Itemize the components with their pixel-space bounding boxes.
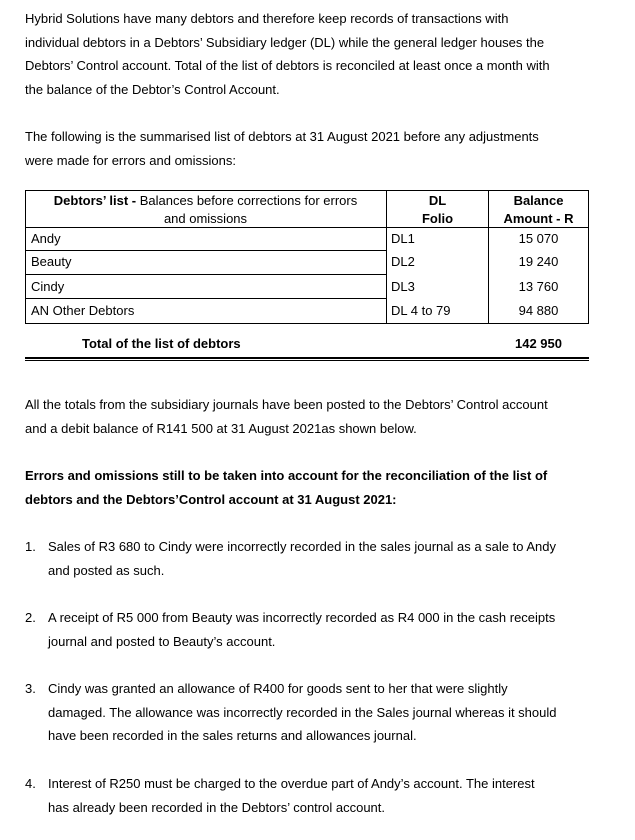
total-label: Total of the list of debtors [82,336,241,351]
errors-heading-line: debtors and the Debtors’Control account at 31 August 2021: [25,491,397,507]
item-line: has already been recorded in the Debtors’ control account. [48,799,385,815]
intro-line: individual debtors in a Debtors’ Subsidiary ledger (DL) while the general ledger houses the [25,34,545,50]
row-amount: 15 070 [518,231,559,246]
total-amount: 142 950 [515,336,562,351]
item-line: Sales of R3 680 to Cindy were incorrectly recorded in the sales journal as a sale to Andy [48,539,556,554]
row-folio: DL1 [391,231,415,246]
item-number: 3. [25,681,36,696]
summary-line: The following is the summarised list of debtors at 31 August 2021 before any adjustments [25,129,539,144]
row-amount: 94 880 [518,303,559,318]
item-line: Cindy was granted an allowance of R400 for goods sent to her that were slightly [48,681,508,696]
amount-header-line2: Amount - R [503,211,574,226]
item-line: A receipt of R5 000 from Beauty was incorrectly recorded as R4 000 in the cash receipts [48,610,556,625]
row-name: Beauty [31,254,72,269]
folio-header: DL [428,193,447,208]
errors-heading [25,464,595,511]
debtors-list-header: Debtors’ list - Balances before corrections for errors [53,193,358,208]
item-number: 4. [25,776,36,791]
row-name: Cindy [31,279,65,294]
item-line: Interest of R250 must be charged to the overdue part of Andy’s account. The interest [48,776,535,791]
row-amount: 19 240 [518,254,559,269]
intro-line: Hybrid Solutions have many debtors and therefore keep records of transactions with [25,11,509,26]
errors-heading-line: Errors and omissions still to be taken into account for the reconciliation of the list of [25,468,548,483]
posting-line: All the totals from the subsidiary journals have been posted to the Debtors’ Control account [25,397,548,412]
posting-paragraph [25,393,595,440]
row-folio: DL2 [391,254,415,269]
item-number: 1. [25,539,36,554]
row-name: Andy [31,231,61,246]
intro-line: Debtors’ Control account. Total of the list of debtors is reconciled at least once a month with [25,58,550,73]
intro-paragraph [25,7,595,101]
amount-header: Balance [513,193,564,208]
item-line: damaged. The allowance was incorrectly recorded in the Sales journal whereas it should [48,704,557,720]
folio-header-line2: Folio [421,211,454,226]
summary-paragraph [25,125,595,172]
intro-line: the balance of the Debtor’s Control Account. [25,81,280,97]
item-line: and posted as such. [48,562,165,578]
row-name: AN Other Debtors [31,303,135,318]
summary-line: were made for errors and omissions: [25,152,236,168]
debtors-list-header-line2: and omissions [163,211,248,226]
posting-line: and a debit balance of R141 500 at 31 August 2021as shown below. [25,420,417,436]
debtors-table [25,190,589,361]
item-number: 2. [25,610,36,625]
row-folio: DL3 [391,279,415,294]
row-amount: 13 760 [518,279,559,294]
item-line: journal and posted to Beauty’s account. [48,633,276,649]
row-folio: DL 4 to 79 [391,303,451,318]
item-line: have been recorded in the sales returns and allowances journal. [48,728,417,743]
